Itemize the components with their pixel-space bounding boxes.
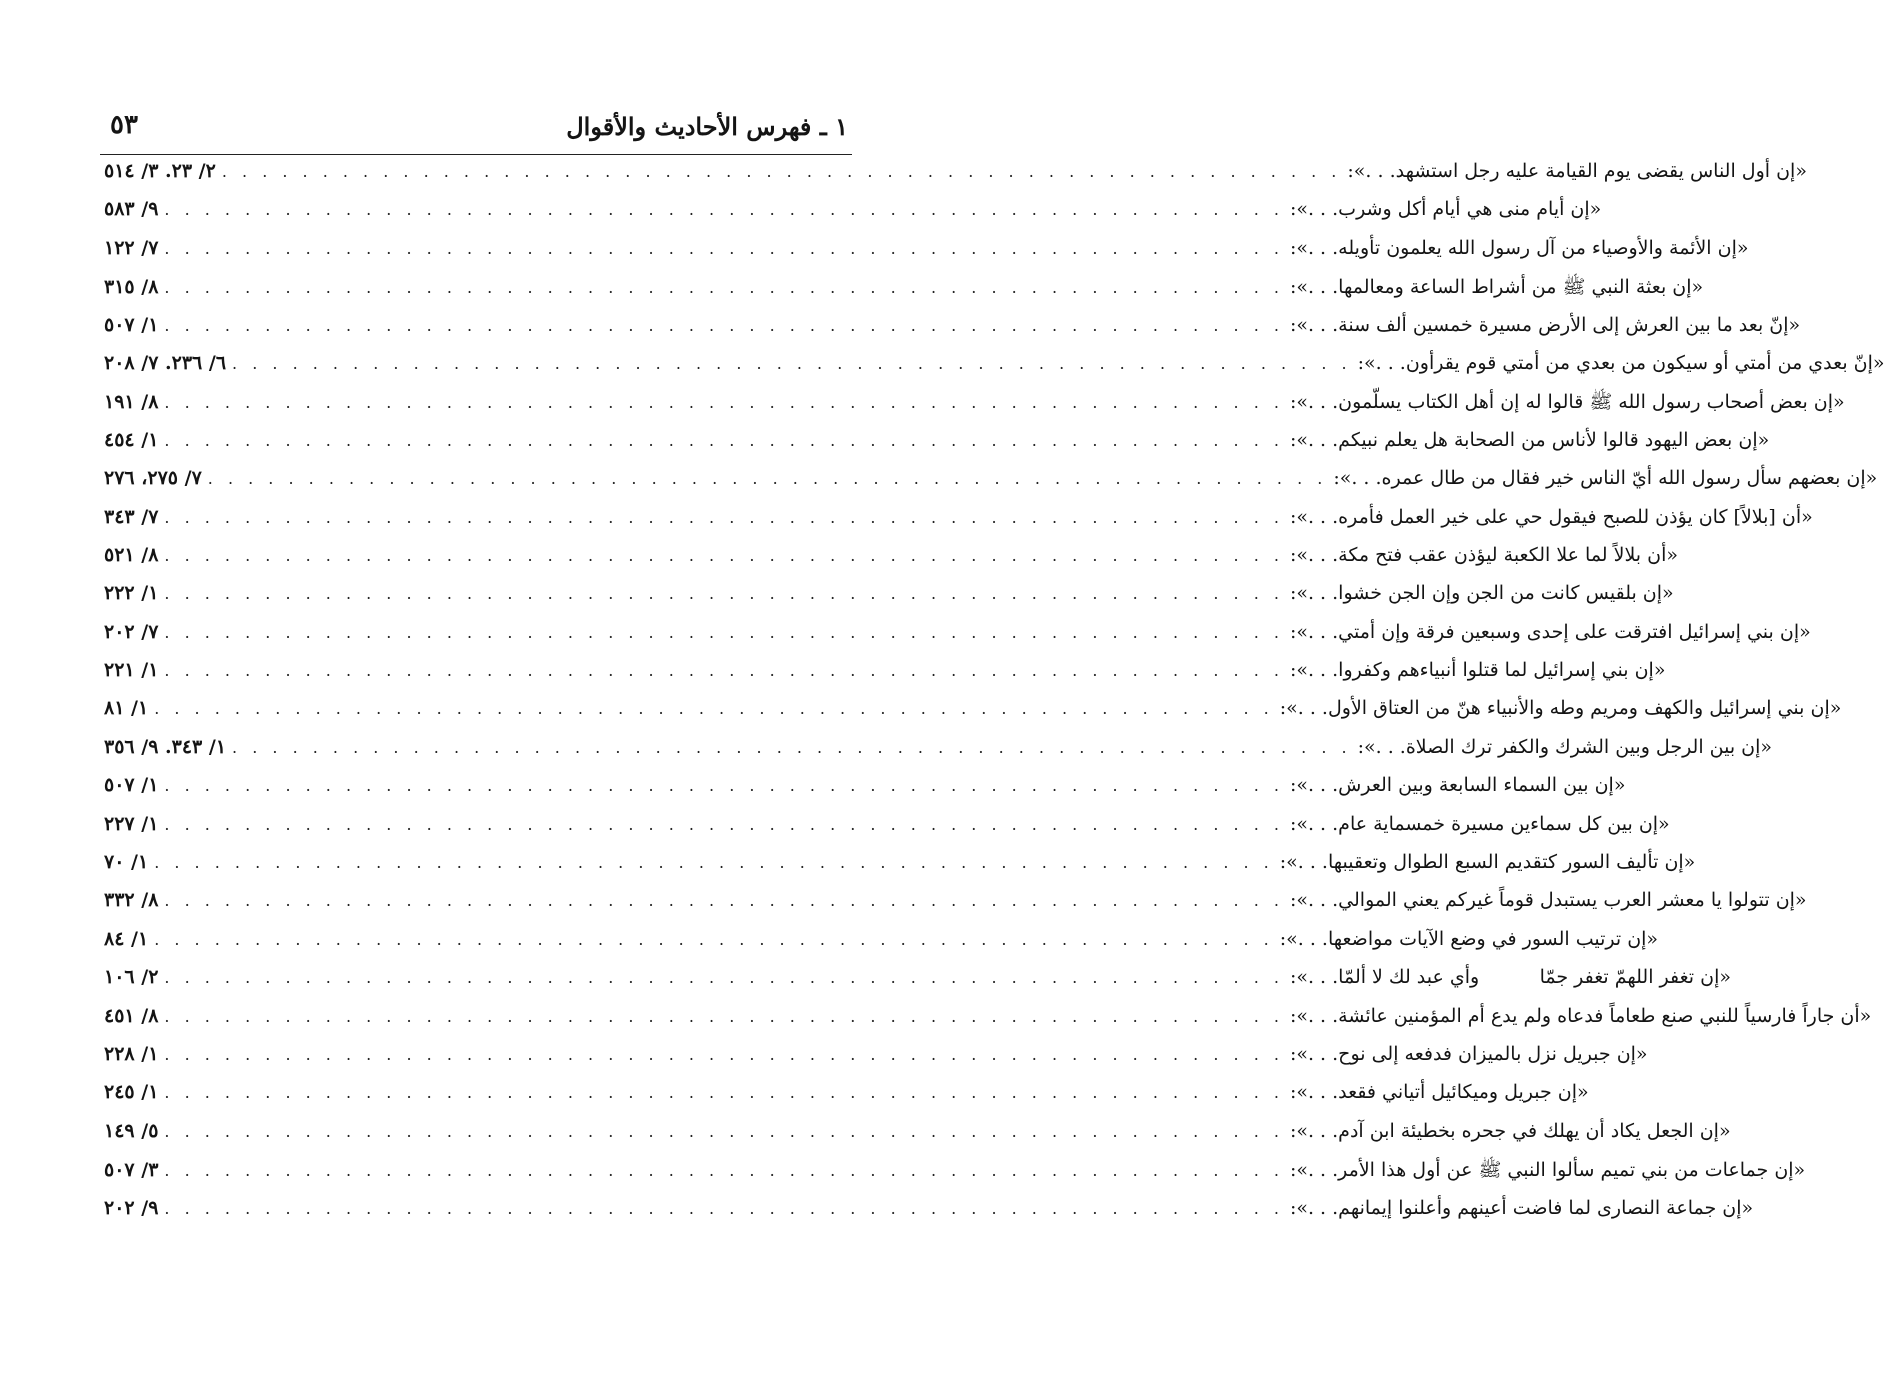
dot-leader bbox=[158, 431, 1290, 450]
entry-text: «إن تتولوا يا معشر العرب يستبدل قوماً غيركم يعني الموالي. . .»: bbox=[1289, 889, 1807, 912]
entry-text: «إن بعثة النبي ﷺ من أشراط الساعة ومعالمها. . .»: bbox=[1289, 276, 1704, 299]
entry-reference: ١/ ٥٠٧ bbox=[104, 313, 159, 336]
entry-text: «إن الأئمة والأوصياء من آل رسول الله يعلمون تأويله. . .»: bbox=[1289, 236, 1749, 259]
entry-text: «إن بني إسرائيل افترقت على إحدى وسبعين فرقة وإن أمتي. . .»: bbox=[1289, 620, 1811, 643]
entry-reference: ١/ ٢٤٥ bbox=[104, 1081, 159, 1104]
dot-leader bbox=[148, 930, 1280, 949]
index-entry bbox=[100, 428, 1770, 467]
dot-leader bbox=[148, 699, 1280, 718]
index-entry bbox=[100, 966, 1731, 1004]
dot-leader bbox=[158, 968, 1290, 987]
entry-reference: ٩/ ٢٠٢ bbox=[104, 1196, 159, 1219]
dot-leader bbox=[158, 623, 1290, 642]
entry-reference: ٢/ ١٠٦ bbox=[104, 966, 159, 989]
entry-text: «إن بني إسرائيل والكهف ومريم وطه والأنبياء هنّ من العتاق الأول. . .»: bbox=[1279, 697, 1842, 720]
index-entry bbox=[100, 1004, 1872, 1043]
index-entry bbox=[100, 582, 1674, 620]
entry-text: «إن بين الرجل وبين الشرك والكفر ترك الصلاة. . .»: bbox=[1357, 735, 1773, 758]
index-entry bbox=[100, 851, 1696, 889]
dot-leader bbox=[158, 891, 1290, 910]
index-entry bbox=[100, 1196, 1754, 1235]
entry-reference: ١/ ٧٠ bbox=[104, 851, 149, 874]
dot-leader bbox=[202, 469, 1334, 488]
dot-leader bbox=[226, 354, 1358, 373]
index-entry bbox=[100, 812, 1670, 851]
entry-reference: ١/ ٨١ bbox=[104, 697, 149, 720]
dot-leader bbox=[158, 661, 1290, 680]
entry-text: «إن بعضهم سأل رسول الله أيّ الناس خير فقال من طال عمره. . .»: bbox=[1333, 467, 1878, 490]
dot-leader bbox=[158, 1122, 1290, 1141]
index-entry bbox=[100, 1081, 1589, 1119]
entry-text: «إن جماعات من بني تميم سألوا النبي ﷺ عن أول هذا الأمر. . .»: bbox=[1289, 1159, 1806, 1182]
dot-leader bbox=[158, 239, 1290, 258]
entry-reference: ١/ ٢٢٨ bbox=[104, 1042, 159, 1065]
index-entry bbox=[100, 313, 1801, 352]
dot-leader bbox=[158, 546, 1290, 565]
index-entry bbox=[100, 236, 1749, 275]
index-entry bbox=[100, 1158, 1806, 1196]
entry-reference: ٧/ ٢٧٥، ٢٧٦ bbox=[104, 467, 202, 490]
dot-leader bbox=[158, 776, 1290, 795]
entry-reference: ٣/ ٥٠٧ bbox=[104, 1159, 159, 1182]
dot-leader bbox=[148, 853, 1280, 872]
dot-leader bbox=[158, 584, 1290, 603]
entry-reference: ٨/ ١٩١ bbox=[104, 391, 159, 414]
entry-reference: ٢/ ٢٣. ٣/ ٥١٤ bbox=[104, 160, 216, 182]
index-entry bbox=[100, 774, 1626, 812]
entry-text: «إن الجعل يكاد أن يهلك في جحره بخطيئة ابن آدم. . .»: bbox=[1289, 1119, 1731, 1142]
index-entry bbox=[100, 1119, 1731, 1158]
entry-text: «أن جاراً فارسياً للنبي صنع طعاماً فدعاه ولم يدع أم المؤمنين عائشة. . .»: bbox=[1289, 1004, 1872, 1027]
dot-leader bbox=[216, 162, 1348, 181]
entry-reference: ٨/ ٣٣٢ bbox=[104, 889, 159, 912]
index-entry bbox=[100, 889, 1807, 927]
entry-reference: ١/ ٢٢٢ bbox=[104, 582, 159, 605]
index-entry bbox=[100, 505, 1813, 544]
entry-text: «إنّ بعدي من أمتي أو سيكون من بعدي من أمتي قوم يقرأون. . .»: bbox=[1357, 351, 1885, 374]
dot-leader bbox=[158, 508, 1290, 527]
entry-reference: ٩/ ٥٨٣ bbox=[104, 198, 159, 221]
dot-leader bbox=[158, 393, 1290, 412]
entry-reference: ١/ ٢٢١ bbox=[104, 659, 159, 682]
entry-reference: ١/ ٤٥٤ bbox=[104, 428, 159, 451]
entry-reference: ٧/ ١٢٢ bbox=[104, 236, 159, 259]
entry-text: «أن [بلالاً] كان يؤذن للصبح فيقول حي على خير العمل فأمره. . .»: bbox=[1289, 505, 1813, 528]
entry-reference: ١/ ٨٤ bbox=[104, 927, 149, 950]
index-entry bbox=[100, 620, 1811, 659]
entry-reference: ١/ ٥٠٧ bbox=[104, 774, 159, 797]
index-entry bbox=[100, 543, 1678, 582]
entry-text: «إن جبريل وميكائيل أتياني فقعد. . .»: bbox=[1289, 1081, 1589, 1104]
entry-reference: ٨/ ٥٢١ bbox=[104, 543, 159, 566]
index-entry bbox=[100, 1042, 1648, 1081]
entry-reference: ٧/ ٣٤٣ bbox=[104, 505, 159, 528]
entry-text: «إن بعض أصحاب رسول الله ﷺ قالوا له إن أهل الكتاب يسلّمون. . .»: bbox=[1289, 391, 1845, 414]
index-entry bbox=[100, 697, 1842, 735]
index-entry bbox=[100, 735, 1773, 774]
index-entry bbox=[100, 160, 1807, 198]
index-entry bbox=[100, 275, 1704, 313]
entry-text: «إنّ بعد ما بين العرش إلى الأرض مسيرة خمسين ألف سنة. . .»: bbox=[1289, 313, 1801, 336]
dot-leader bbox=[226, 738, 1358, 757]
entry-text: «إن جماعة النصارى لما فاضت أعينهم وأعلنوا إيمانهم. . .»: bbox=[1289, 1196, 1754, 1219]
entry-reference: ١/ ٣٤٣. ٩/ ٣٥٦ bbox=[104, 735, 227, 758]
entry-text: «إن تأليف السور كتقديم السبع الطوال وتعقيبها. . .»: bbox=[1279, 851, 1696, 874]
entry-text: «إن ترتيب السور في وضع الآيات مواضعها. . .»: bbox=[1279, 927, 1659, 950]
header-rule bbox=[100, 154, 852, 155]
index-entry bbox=[100, 351, 1885, 390]
index-entry bbox=[100, 390, 1845, 428]
index-entry bbox=[100, 198, 1602, 236]
running-header bbox=[100, 108, 852, 152]
dot-leader bbox=[158, 815, 1290, 834]
entry-text: «أن بلالاً لما علا الكعبة ليؤذن عقب فتح مكة. . .»: bbox=[1289, 543, 1678, 566]
entry-text: «إن أيام منى هي أيام أكل وشرب. . .»: bbox=[1289, 198, 1602, 221]
section-title: ١ ـ فهرس الأحاديث والأقوال bbox=[566, 112, 848, 141]
entry-text: «إن بلقيس كانت من الجن وإن الجن خشوا. . .»: bbox=[1289, 582, 1674, 605]
dot-leader bbox=[158, 1083, 1290, 1102]
entry-reference: ٦/ ٢٣٦. ٧/ ٢٠٨ bbox=[104, 351, 227, 374]
entry-text: «إن بين كل سماءين مسيرة خمسماية عام. . .»: bbox=[1289, 812, 1670, 835]
page-number: ٥٣ bbox=[110, 110, 138, 140]
entry-reference: ٨/ ٣١٥ bbox=[104, 276, 159, 299]
dot-leader bbox=[158, 1199, 1290, 1218]
entry-text: «إن تغفر اللهمّ تغفر جمّا وأي عبد لك لا ألمّا. . .»: bbox=[1289, 966, 1731, 989]
entry-text: «إن بعض اليهود قالوا لأناس من الصحابة هل يعلم نبيكم. . .»: bbox=[1289, 428, 1770, 451]
dot-leader bbox=[158, 316, 1290, 335]
index-entry bbox=[100, 659, 1666, 697]
dot-leader bbox=[158, 1007, 1290, 1026]
dot-leader bbox=[158, 1161, 1290, 1180]
entry-reference: ٧/ ٢٠٢ bbox=[104, 620, 159, 643]
entry-reference: ٥/ ١٤٩ bbox=[104, 1119, 159, 1142]
index-entry bbox=[100, 927, 1659, 966]
entry-text: «إن أول الناس يقضى يوم القيامة عليه رجل استشهد. . .»: bbox=[1347, 160, 1807, 182]
entry-text: «إن جبريل نزل بالميزان فدفعه إلى نوح. . .»: bbox=[1289, 1042, 1648, 1065]
index-entry bbox=[100, 467, 1878, 505]
dot-leader bbox=[158, 1045, 1290, 1064]
entry-text: «إن بين السماء السابعة وبين العرش. . .»: bbox=[1289, 774, 1626, 797]
dot-leader bbox=[158, 200, 1290, 219]
entry-text: «إن بني إسرائيل لما قتلوا أنبياءهم وكفروا. . .»: bbox=[1289, 659, 1666, 682]
hadith-index-list bbox=[100, 160, 1885, 1235]
dot-leader bbox=[158, 278, 1290, 297]
entry-reference: ٨/ ٤٥١ bbox=[104, 1004, 159, 1027]
entry-reference: ١/ ٢٢٧ bbox=[104, 812, 159, 835]
